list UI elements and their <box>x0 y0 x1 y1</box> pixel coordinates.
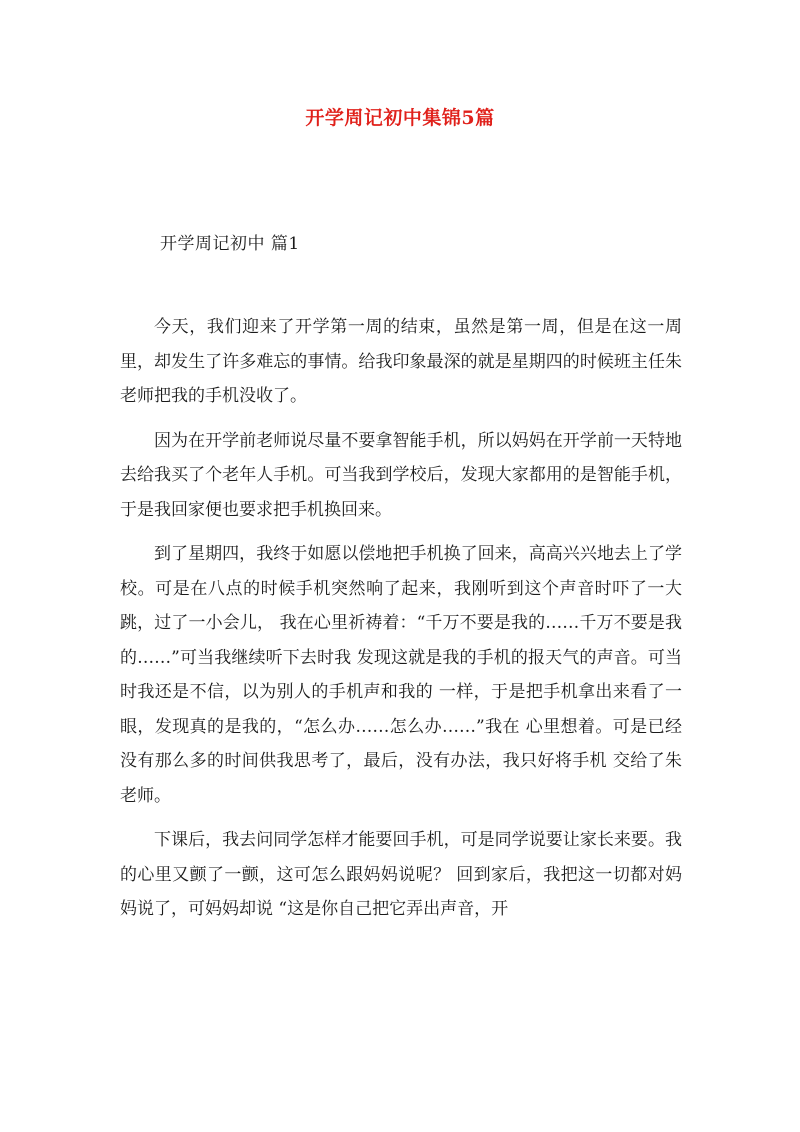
paragraph: 今天，我们迎来了开学第一周的结束，虽然是第一周，但是在这一周里，却发生了许多难忘的事情。给我印象最深的就是星期四的时候班主任朱老师把我的手机没收了。 <box>120 317 682 406</box>
paragraph: 下课后，我去问同学怎样才能要回手机，可是同学说要让家长来要。我的心里又颤了一颤，这可怎么跟妈妈说呢？ 回到家后，我把这一切都对妈妈说了，可妈妈却说 “这是你自己把它弄出声音，开 <box>120 830 682 919</box>
document-title: 开学周记初中集锦5篇 <box>305 107 495 129</box>
paragraph: 因为在开学前老师说尽量不要拿智能手机，所以妈妈在开学前一天特地去给我买了个老年人手机。可当我到学校后，发现大家都用的是智能手机，于是我回家便也要求把手机换回来。 <box>120 430 682 520</box>
paragraph: 到了星期四，我终于如愿以偿地把手机换了回来，高高兴兴地去上了学校。可是在八点的时候手机突然响了起来，我刚听到这个声音时吓了一大跳，过了一小会儿， 我在心里祈祷着：“千万不要是我的……千万不要是我的……”可当我继续听下去时我 发现这就是我的手机的报天气的声音。可当时我还是不信，以为别人的手机声和我的 一样，于是把手机拿出来看了一眼，发现真的是我的，“怎么办……怎么办……”我在 心里想着。可是已经没有那么多的时间供我思考了，最后，没有办法，我只好将手机 交给了朱老师。 <box>120 544 682 806</box>
article-body <box>120 310 682 937</box>
section-heading: 开学周记初中 篇1 <box>160 234 300 254</box>
